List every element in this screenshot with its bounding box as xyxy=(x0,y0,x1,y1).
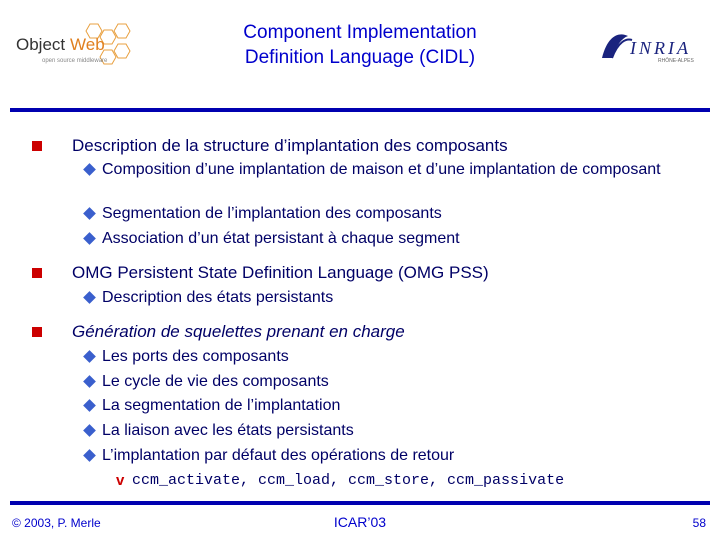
page-title xyxy=(150,20,570,70)
svg-text:INRIA: INRIA xyxy=(630,38,691,58)
diamond-bullet-icon xyxy=(83,207,96,220)
section-label: Description de la structure d’implantation des composants xyxy=(72,136,508,155)
diamond-bullet-icon xyxy=(83,449,96,462)
svg-text:Object: Object xyxy=(16,35,66,54)
title-line-1: Component Implementation xyxy=(243,22,477,43)
footer-copyright: © 2003, P. Merle xyxy=(12,516,101,530)
objectweb-logo xyxy=(12,22,142,70)
list-item-label: Association d’un état persistant à chaque segment xyxy=(102,230,460,247)
list-item-label: Composition d’une implantation de maison et d’une implantation de composant xyxy=(102,161,661,178)
footer-conference: ICAR’03 xyxy=(333,514,387,530)
svg-text:Web: Web xyxy=(70,35,105,54)
diamond-bullet-icon xyxy=(83,399,96,412)
list-item-label: La segmentation de l’implantation xyxy=(102,397,341,414)
title-line-2: Definition Language (CIDL) xyxy=(244,47,476,68)
list-item-label: L’implantation par défaut des opérations de retour xyxy=(102,447,455,464)
svg-text:open source middleware: open source middleware xyxy=(42,58,108,64)
list-item-label: Segmentation de l’implantation des composants xyxy=(102,205,442,222)
sub-list-item-label: ccm_activate, ccm_load, ccm_store, ccm_passivate xyxy=(132,472,565,489)
diamond-bullet-icon xyxy=(83,232,96,245)
header-divider xyxy=(10,108,710,112)
diamond-bullet-icon xyxy=(83,375,96,388)
list-item-label: Les ports des composants xyxy=(102,348,289,365)
square-bullet-icon xyxy=(32,141,42,151)
square-bullet-icon xyxy=(32,327,42,337)
square-bullet-icon xyxy=(32,268,42,278)
diamond-bullet-icon xyxy=(83,163,96,176)
list-item-label: Le cycle de vie des composants xyxy=(102,373,329,390)
diamond-bullet-icon xyxy=(83,291,96,304)
list-item-label: La liaison avec les états persistants xyxy=(102,422,354,439)
list-item-label: Description des états persistants xyxy=(102,289,334,306)
section-label: Génération de squelettes prenant en charge xyxy=(72,322,405,341)
svg-text:RHÔNE-ALPES: RHÔNE-ALPES xyxy=(658,58,694,64)
diamond-bullet-icon xyxy=(83,350,96,363)
footer-page-number: 58 xyxy=(692,516,706,530)
inria-logo xyxy=(598,30,708,64)
section-label: OMG Persistent State Definition Language (OMG PSS) xyxy=(72,263,489,282)
checkmark-bullet-icon: v xyxy=(116,472,125,489)
list-item xyxy=(80,160,680,198)
footer-divider xyxy=(10,501,710,505)
diamond-bullet-icon xyxy=(83,424,96,437)
